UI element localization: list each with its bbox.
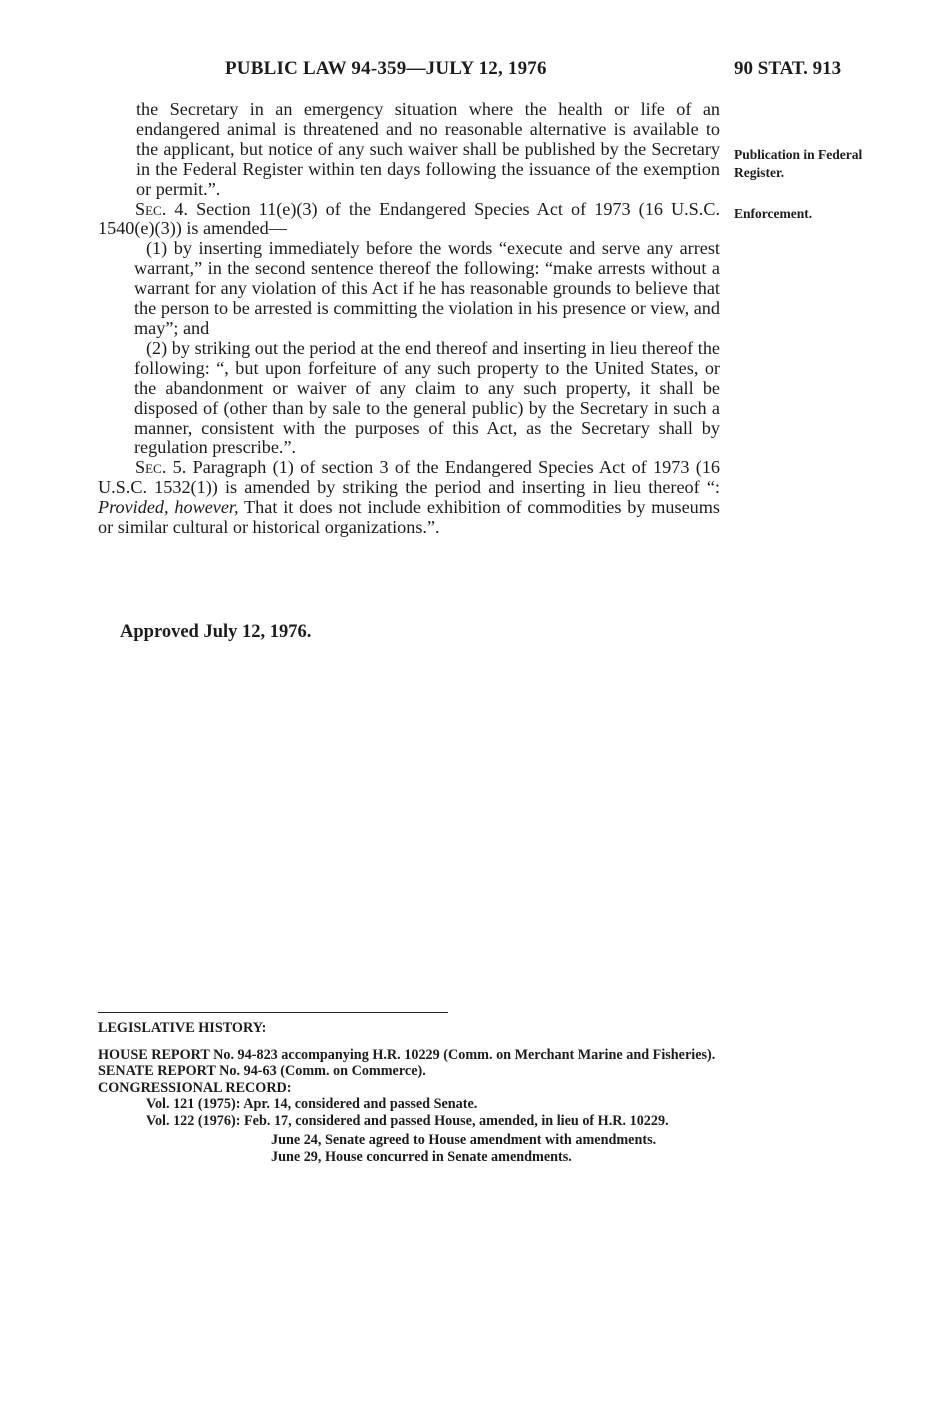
statute-page-number: 90 STAT. 913 [734,58,842,79]
page-header [0,54,947,84]
record-june-24: June 24, Senate agreed to House amendment with amendments. [271,1132,657,1148]
footnote-rule [98,1012,448,1013]
section-4 [98,200,720,240]
continued-paragraph: the Secretary in an emergency situation where the health or life of an endangered animal is threatened and no reasonable alternative is available to the applicant, but notice of any such waiver shall be published by the Secretary in the Federal Register within ten days following the issuance of the exemption or permit.”. [136,99,720,199]
senate-report: SENATE REPORT No. 94-63 (Comm. on Commerce). [98,1063,426,1079]
section-5 [98,458,720,538]
margin-note-enforcement: Enforcement. [734,206,813,221]
margin-note-publication: Publication in Federal Register. [734,147,863,180]
section-5-label: Sec. 5. [135,457,187,478]
congressional-record-heading: CONGRESSIONAL RECORD: [98,1079,292,1096]
section-5-proviso: Provided, however, [98,497,239,518]
section-4-text: Section 11(e)(3) of the Endangered Species Act of 1973 (16 U.S.C. 1540(e)(3)) is amended— [98,198,720,239]
running-head-title: PUBLIC LAW 94-359—JULY 12, 1976 [225,58,547,79]
section-4-item-2: (2) by striking out the period at the end thereof and inserting in lieu thereof the following: “, but upon forfeiture of any such property to the United States, or the abandonment or waiver of any claim to any such property, it shall be disposed of (other than by sale to the general public) by the Secretary in such a manner, consistent with the purposes of this Act, as the Secretary shall by regulation prescribe.”. [134,337,720,458]
record-vol-121: Vol. 121 (1975): Apr. 14, considered and passed Senate. [146,1096,478,1112]
legislative-history [98,1020,738,1165]
approval-date: Approved July 12, 1976. [120,622,312,642]
house-report: HOUSE REPORT No. 94-823 accompanying H.R. 10229 (Comm. on Merchant Marine and Fisheries). [98,1046,716,1063]
section-4-label: Sec. 4. [135,198,188,219]
section-5-text-b: That it does not include exhibition of commodities by museums or similar cultural or historical organizations.”. [98,497,720,538]
record-vol-122: Vol. 122 (1976): Feb. 17, considered and passed House, amended, in lieu of H.R. 10229. [146,1112,669,1129]
law-body-text [98,100,720,538]
section-5-text-a: Paragraph (1) of section 3 of the Endangered Species Act of 1973 (16 U.S.C. 1532(1)) is amended by striking the period and inserting in lieu thereof “: [98,457,721,498]
legislative-history-heading: LEGISLATIVE HISTORY: [98,1020,267,1036]
section-4-item-1: (1) by inserting immediately before the words “execute and serve any arrest warrant,” in the second sentence thereof the following: “make arrests without a warrant for any violation of this Act if he has reasonable grounds to believe that the person to be arrested is committing the violation in his presence or view, and may”; and [134,238,720,338]
record-june-29: June 29, House concurred in Senate amendments. [271,1148,572,1165]
